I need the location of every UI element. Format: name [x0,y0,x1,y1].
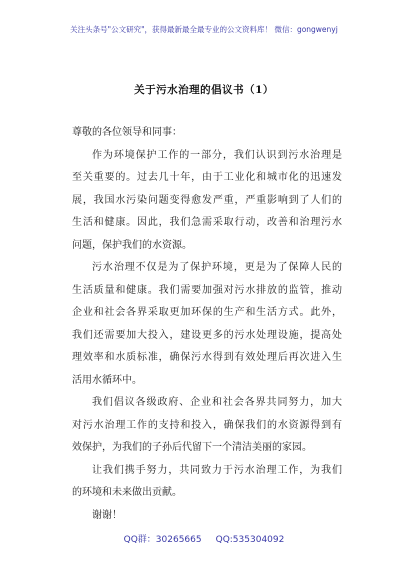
header-promo: 关注头条号"公文研究"，获得最新最全最专业的公文资料库！ 微信：gongwenyj [70,25,338,34]
paragraph-line: 效保护，为我们的子孙后代留下一个清洁美丽的家园。 [72,442,312,453]
paragraph-line: 展，我国水污染问题变得愈发严重，严重影响到了人们的 [72,194,342,206]
footer-contact [0,532,408,545]
qq-number: QQ:535304092 [215,535,285,545]
paragraph-line: 污水治理不仅是为了保护环境，更是为了保障人民的 [92,262,342,273]
paragraph-line: 让我们携手努力，共同致力于污水治理工作，为我们 [92,464,342,476]
paragraph-line: 至关重要的。过去几十年，由于工业化和城市化的迅速发 [72,172,342,183]
paragraph-line: 企业和社会各界采取更加环保的生产和生活方式。此外， [72,307,342,318]
paragraph-line: 我们倡议各级政府、企业和社会各界共同努力，加大 [92,397,342,408]
paragraph-line: 问题，保护我们的水资源。 [72,239,192,251]
qq-group: QQ群：30265665 [123,535,202,545]
paragraph-line: 的环境和未来做出贡献。 [72,487,182,498]
document-body [72,122,342,527]
document-title: 关于污水治理的倡议书（1） [134,84,274,96]
paragraph-line: 对污水治理工作的支持和投入，确保我们的水资源得到有 [72,419,342,431]
paragraph-line: 理效率和水质标准，确保污水得到有效处理后再次进入生 [72,352,342,363]
paragraph-line: 我们还需要加大投入，建设更多的污水处理设施，提高处 [72,329,342,341]
closing-thanks: 谢谢！ [92,509,122,521]
paragraph-line: 活用水循环中。 [72,374,142,386]
salutation: 尊敬的各位领导和同事： [72,127,182,138]
paragraph-line: 生活质量和健康。我们需要加强对污水排放的监管，推动 [72,284,342,296]
paragraph-line: 生活和健康。因此，我们急需采取行动，改善和治理污水 [72,217,342,228]
paragraph-line: 作为环境保护工作的一部分，我们认识到污水治理是 [92,149,342,161]
